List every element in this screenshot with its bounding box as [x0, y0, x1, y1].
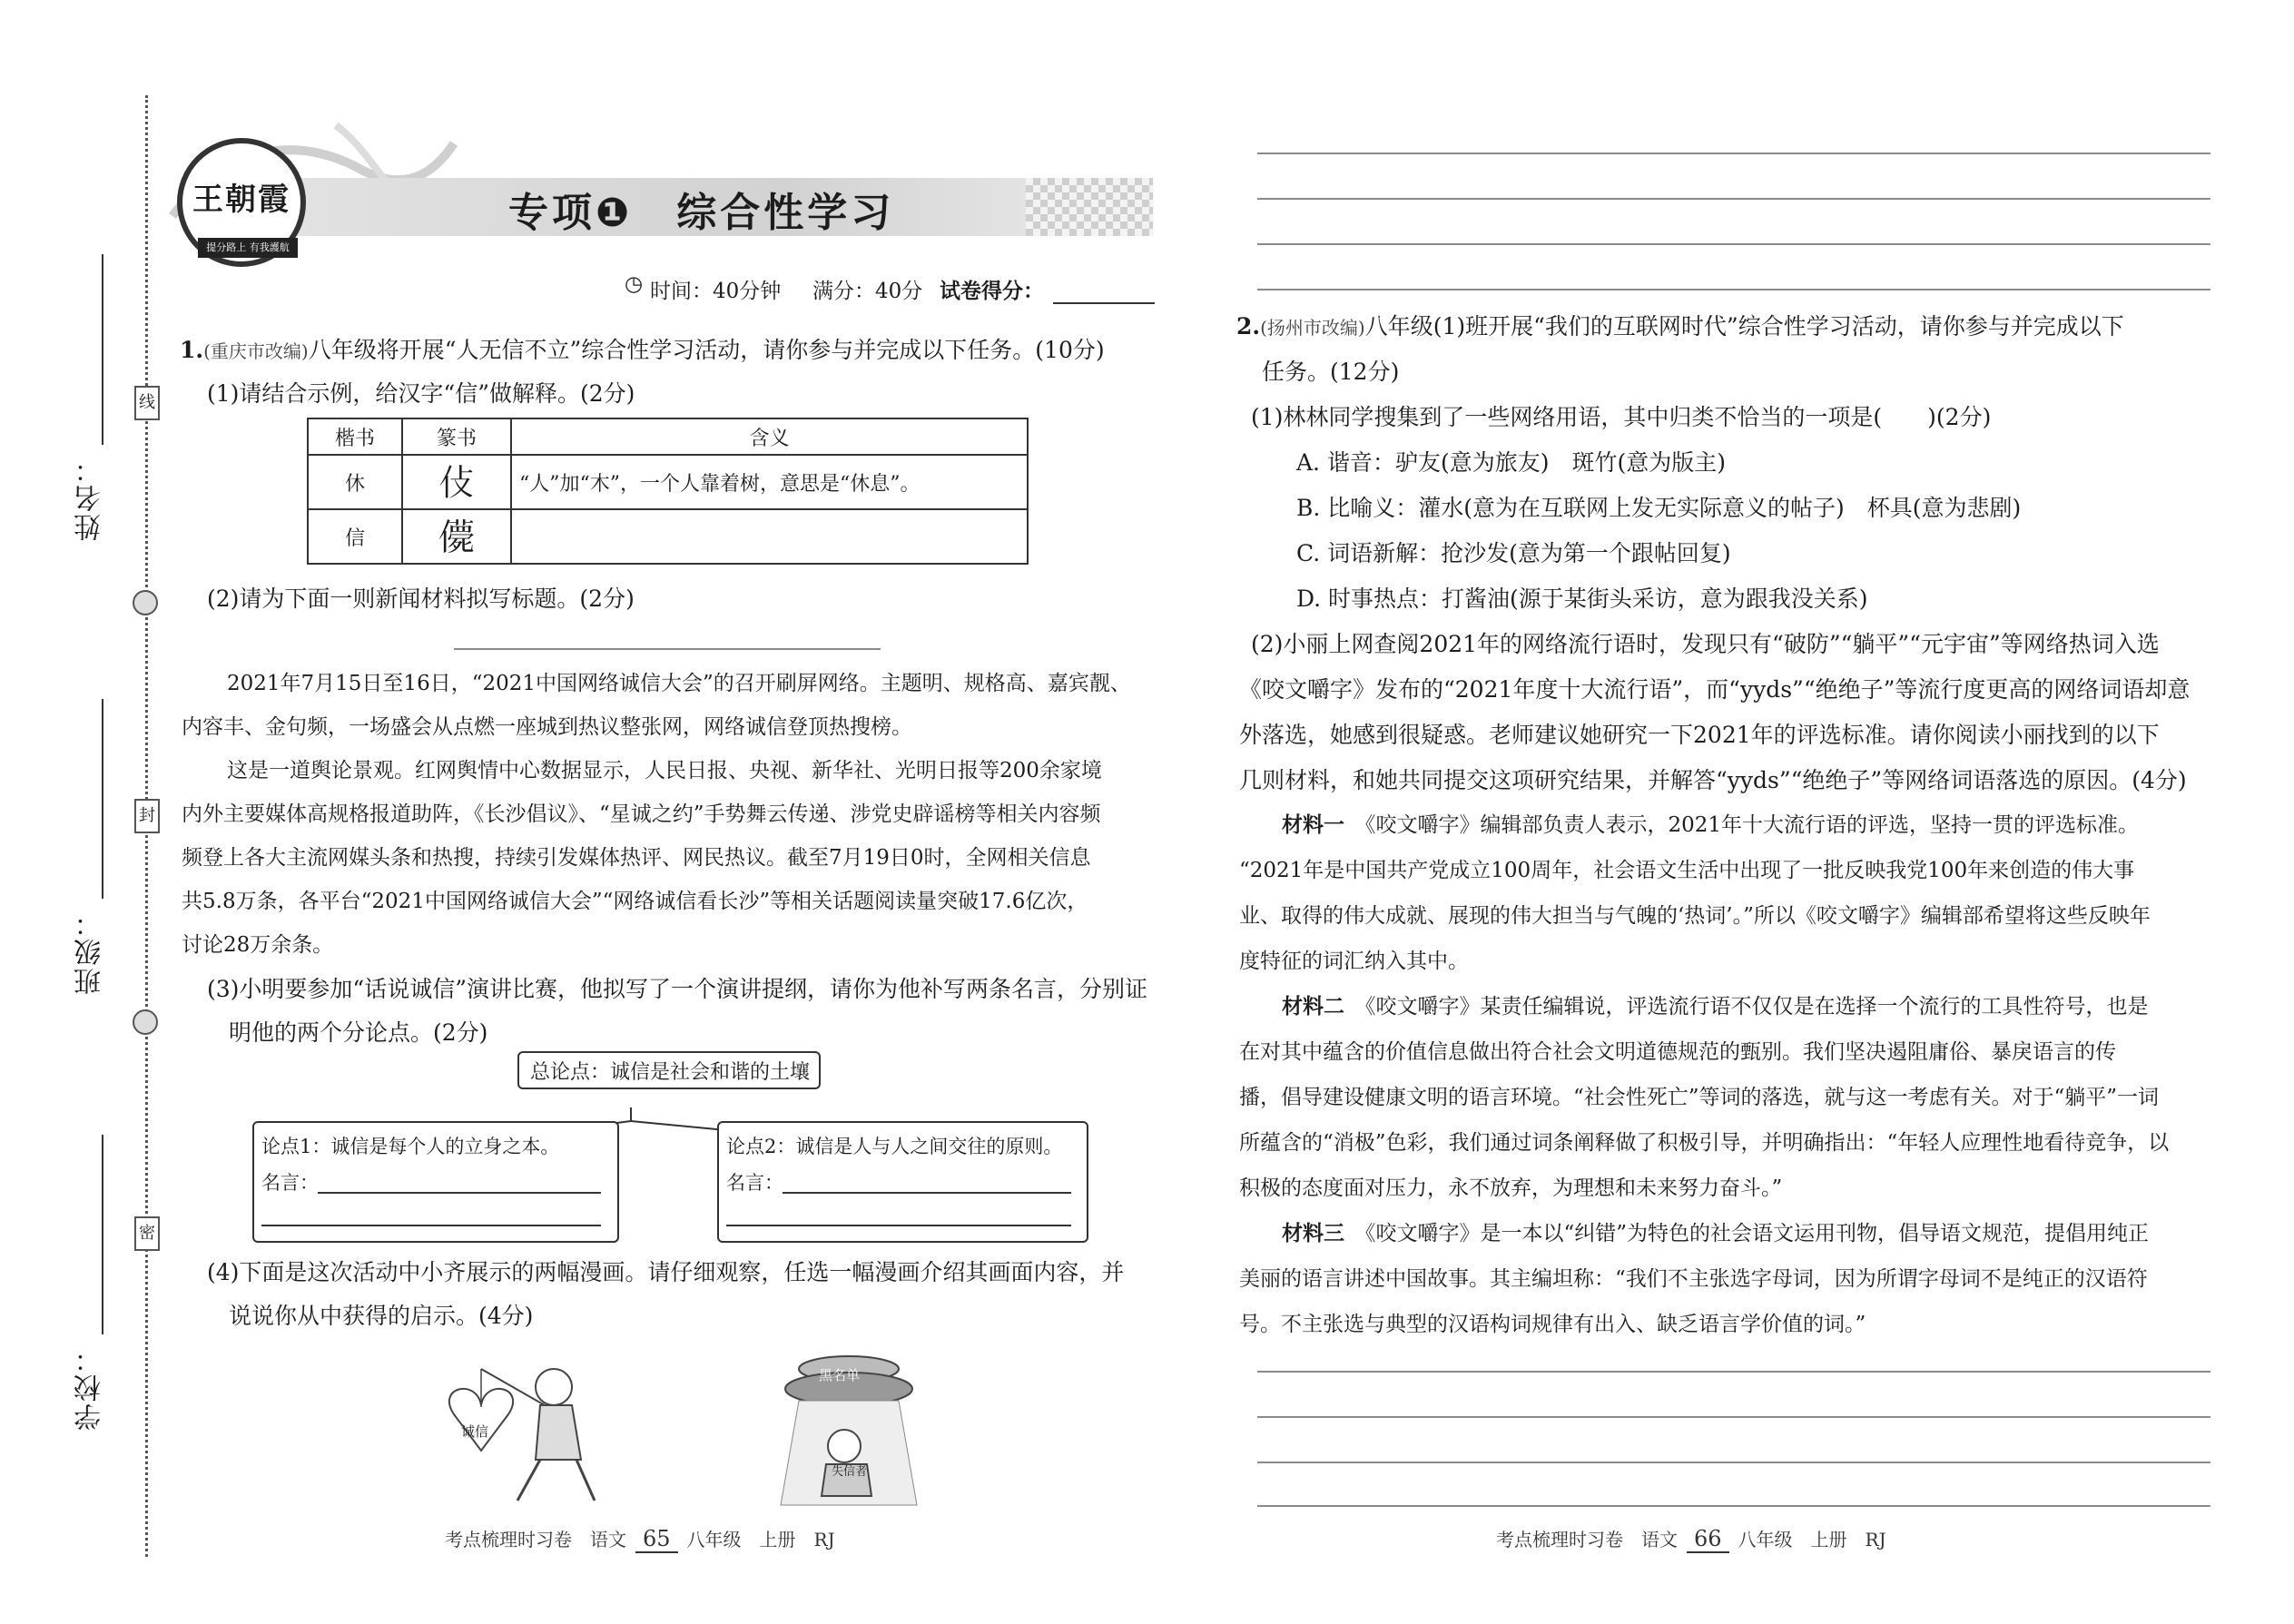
q1-sub3: (3)小明要参加“话说诚信”演讲比赛，他拟写了一个演讲提纲，请你为他补写两条名言，分别证: [207, 976, 1147, 1002]
material-3-label: 材料三: [1282, 1221, 1344, 1245]
material-1-label: 材料一: [1282, 812, 1344, 837]
page-number: 65: [635, 1526, 678, 1553]
q2-sub1: (1)林林同学搜集到了一些网络用语，其中归类不恰当的一项是( )(2分): [1251, 404, 1992, 430]
material-text: 度特征的词汇纳入其中。: [1239, 950, 1469, 973]
q2-source: (扬州市改编): [1260, 317, 1365, 339]
name-label: 姓名：: [74, 454, 106, 541]
q1-source: (重庆市改编): [203, 340, 309, 362]
news-line: 共5.8万条，各平台“2021中国网络诚信大会”“网络诚信看长沙”等相关话题阅读量突破17.6亿次，: [182, 890, 1088, 913]
table-row: [308, 455, 1028, 509]
table-row: [308, 509, 1028, 564]
q1-sub3: 明他的两个分论点。(2分): [229, 1019, 488, 1046]
binding-ring-icon: [133, 590, 158, 615]
point2-box: [717, 1121, 1088, 1243]
footer-grade: 八年级 上册 RJ: [1738, 1529, 1886, 1550]
q2-heading: [1236, 309, 2124, 341]
news-line: 2021年7月15日至16日，“2021中国网络诚信大会”的召开刷屏网络。主题明、规格高、嘉宾靓、: [227, 672, 1131, 695]
option-b[interactable]: B. 比喻义：灌水(意为在互联网上发无实际意义的帖子) 杯具(意为悲剧): [1296, 495, 2022, 521]
material-text: 所蕴含的“消极”色彩，我们通过词条阐释做了积极引导，并明确指出：“年轻人应理性地看待竞争，以: [1239, 1131, 2170, 1155]
material-1: [1282, 808, 2139, 838]
main-thesis: 总论点：诚信是社会和谐的土壤: [530, 1061, 811, 1084]
comic-2-label: 黑名单: [819, 1367, 861, 1383]
material-2-label: 材料二: [1282, 994, 1344, 1019]
full-score: 满分：40分: [812, 280, 923, 303]
answer-line[interactable]: [1257, 1416, 2210, 1418]
comic-2-tag: 失信者: [832, 1465, 868, 1479]
meaning-cell: “人”加“木”，一个人靠着树，意思是“休息”。: [511, 455, 1028, 509]
table-header: 楷书: [308, 418, 402, 455]
class-answer-line[interactable]: [102, 699, 103, 899]
option-d[interactable]: D. 时事热点：打酱油(源于某街头采访，意为跟我没关系): [1296, 586, 1868, 612]
title-checker-pattern: [1026, 178, 1153, 236]
answer-line[interactable]: [1257, 243, 2210, 245]
material-3: [1282, 1216, 2149, 1246]
point1-text: 论点1：诚信是每个人的立身之本。: [261, 1136, 560, 1157]
kai-cell: 休: [308, 455, 402, 509]
q2-sub2: 几则材料，和她共同提交这项研究结果，并解答“yyds”“绝绝子”等网络词语落选的原因。(4分): [1239, 767, 2187, 793]
quote1-label: 名言：: [261, 1172, 319, 1194]
school-label: 学校：: [74, 1343, 106, 1431]
table-header: 含义: [511, 418, 1028, 455]
score-input-line[interactable]: [1053, 302, 1155, 304]
footer-book: 考点梳理时习卷 语文: [1496, 1529, 1678, 1550]
material-2: [1282, 989, 2149, 1019]
option-c[interactable]: C. 词语新解：抢沙发(意为第一个跟帖回复): [1296, 540, 1731, 566]
zhuan-cell: 𠐿: [402, 509, 511, 564]
binding-ring-icon: [133, 1009, 158, 1035]
quote1-answer-line[interactable]: [318, 1192, 601, 1194]
q1-sub4: 说说你从中获得的启示。(4分): [229, 1303, 534, 1329]
news-line: 内容丰、金句频，一场盛会从点燃一座城到热议整张网，网络诚信登顶热搜榜。: [182, 715, 912, 739]
material-text: 积极的态度面对压力，永不放弃，为理想和未来努力奋斗。”: [1239, 1176, 1783, 1200]
time-limit: 时间：40分钟: [650, 280, 782, 303]
material-text: 《咬文嚼字》编辑部负责人表示，2021年十大流行语的评选，坚持一贯的评选标准。: [1365, 813, 2140, 837]
material-text: 播，倡导建设健康文明的语言环境。“社会性死亡”等词的落选，就与这一考虑有关。对于“躺平”一词: [1239, 1086, 2160, 1109]
q1-sub2: (2)请为下面一则新闻材料拟写标题。(2分): [207, 586, 635, 612]
logo-ribbon: 提分路上 有我護航: [198, 238, 298, 258]
option-a[interactable]: A. 谐音：驴友(意为旅友) 斑竹(意为版主): [1296, 449, 1726, 476]
binding-tag-xian: 线: [134, 386, 160, 420]
answer-line[interactable]: [1257, 1505, 2210, 1507]
point2-text: 论点2：诚信是人与人之间交往的原则。: [726, 1136, 1063, 1157]
material-text: 业、取得的伟大成就、展现的伟大担当与气魄的‘热词’。”所以《咬文嚼字》编辑部希望将这些反映年: [1239, 904, 2151, 928]
kai-cell: 信: [308, 509, 402, 564]
quote2-answer-line[interactable]: [783, 1192, 1071, 1194]
answer-line[interactable]: [1257, 153, 2210, 154]
main-thesis-box: [517, 1051, 821, 1089]
footer-left: [445, 1525, 835, 1553]
page-number: 66: [1687, 1526, 1729, 1553]
answer-line[interactable]: [1257, 1371, 2210, 1373]
q1-heading: [180, 332, 1105, 365]
binding-tag-mi: 密: [134, 1216, 160, 1251]
q1-stem: 八年级将开展“人无信不立”综合性学习活动，请你参与并完成以下任务。(10分): [308, 337, 1105, 363]
material-text: 在对其中蕴含的价值信息做出符合社会文明道德规范的甄别。我们坚决遏阻庸俗、暴戾语言的传: [1239, 1040, 2116, 1064]
quote2-answer-line-2[interactable]: [726, 1225, 1071, 1226]
quote1-answer-line-2[interactable]: [261, 1225, 601, 1226]
q1-sub4: (4)下面是这次活动中小齐展示的两幅漫画。请仔细观察，任选一幅漫画介绍其画面内容，并: [207, 1259, 1125, 1285]
class-label: 班级：: [74, 908, 106, 995]
answer-line[interactable]: [1257, 1462, 2210, 1463]
material-text: 《咬文嚼字》某责任编辑说，评选流行语不仅仅是在选择一个流行的工具性符号，也是: [1365, 995, 2149, 1019]
news-line: 内外主要媒体高规格报道助阵，《长沙倡议》、“星诚之约”手势舞云传递、涉党史辟谣榜等相关内容频: [182, 802, 1101, 826]
footer-book: 考点梳理时习卷 语文: [445, 1529, 626, 1550]
news-line: 这是一道舆论景观。红网舆情中心数据显示，人民日报、央视、新华社、光明日报等200余家境: [227, 759, 1102, 782]
binding-tag-feng: 封: [134, 799, 160, 833]
answer-line[interactable]: [1257, 289, 2210, 290]
q2-stem: 八年级(1)班开展“我们的互联网时代”综合性学习活动，请你参与并完成以下: [1364, 313, 2124, 340]
news-line: 频登上各大主流网媒头条和热搜，持续引发媒体热评、网民热议。截至7月19日0时，全网相关信息: [182, 846, 1091, 870]
zhuan-cell: 𠆸: [402, 455, 511, 509]
meaning-answer-cell[interactable]: [511, 509, 1028, 564]
page-title: 专项❶ 综合性学习: [508, 190, 895, 236]
material-text: “2021年是中国共产党成立100周年，社会语文生活中出现了一批反映我党100年来创造的伟大事: [1239, 859, 2135, 882]
quote2-label: 名言：: [726, 1172, 783, 1194]
q1-sub1: (1)请结合示例，给汉字“信”做解释。(2分): [207, 380, 635, 407]
table-header: 篆书: [402, 418, 511, 455]
answer-line[interactable]: [1257, 198, 2210, 200]
q2-stem-cont: 任务。(12分): [1262, 359, 1400, 385]
clock-icon: ◷: [625, 272, 644, 296]
brand-logo: 王朝霞: [177, 138, 306, 267]
q1-number: 1.: [180, 337, 204, 363]
school-answer-line[interactable]: [102, 1135, 103, 1334]
material-text: 美丽的语言讲述中国故事。其主编坦称：“我们不主张选字母词，因为所谓字母词不是纯正的汉语符: [1239, 1267, 2148, 1291]
comic-1-label: 诚信: [461, 1423, 489, 1440]
material-text: 号。不主张选与典型的汉语构词规律有出入、缺乏语言学价值的词。”: [1239, 1313, 1866, 1336]
material-text: 《咬文嚼字》是一本以“纠错”为特色的社会语文运用刊物，倡导语文规范，提倡用纯正: [1365, 1222, 2150, 1245]
hanzi-table: [307, 418, 1029, 565]
q2-sub2: 外落选，她感到很疑惑。老师建议她研究一下2021年的评选标准。请你阅读小丽找到的以下: [1239, 722, 2160, 748]
footer-right: [1496, 1525, 1886, 1553]
point1-box: [252, 1121, 619, 1243]
score-label: 试卷得分：: [940, 279, 1044, 303]
headline-answer-line[interactable]: [454, 648, 881, 650]
comic-1-integrity-icon: [427, 1351, 608, 1514]
name-answer-line[interactable]: [102, 254, 103, 445]
footer-grade: 八年级 上册 RJ: [686, 1529, 835, 1550]
q2-sub2: (2)小丽上网查阅2021年的网络流行语时，发现只有“破防”“躺平”“元宇宙”等网络热词入选: [1251, 631, 2160, 657]
q2-number: 2.: [1236, 313, 1261, 340]
news-line: 讨论28万余条。: [182, 933, 334, 957]
q2-sub2: 《咬文嚼字》发布的“2021年度十大流行语”，而“yyds”“绝绝子”等流行度更高的网络词语却意: [1239, 676, 2191, 703]
